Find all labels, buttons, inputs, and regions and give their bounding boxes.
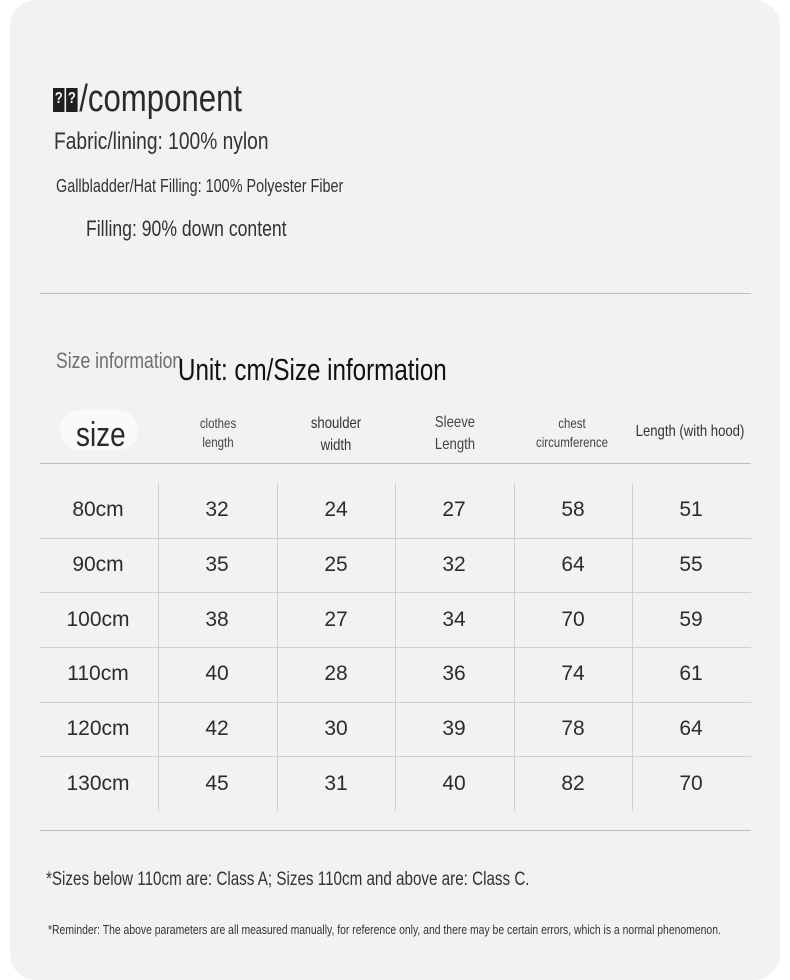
size-cell: 120cm <box>66 717 130 740</box>
measurement-reminder: *Reminder: The above parameters are all measured manually, for reference only, and there may be certain errors, which is a normal phenomenon. <box>48 922 721 937</box>
header-length-with-hood: Length (with hood) <box>635 423 745 440</box>
measurement-cell: 28 <box>324 662 348 685</box>
missing-glyph-icon <box>53 88 64 112</box>
measurement-cell: 70 <box>561 608 585 631</box>
header-sleeve-length: Sleeve Length <box>434 414 476 453</box>
component-title: /component <box>79 78 243 120</box>
fabric-composition: Fabric/lining: 100% nylon <box>54 128 269 155</box>
header-chest-circumference: chest circumference <box>535 415 609 450</box>
measurement-cell: 32 <box>205 498 229 521</box>
measurement-cell: 27 <box>324 608 348 631</box>
size-table-title: Unit: cm/Size information <box>178 352 447 387</box>
measurement-cell: 32 <box>442 553 466 576</box>
measurement-cell: 40 <box>205 662 229 685</box>
size-info-faint-label: Size information <box>56 348 183 373</box>
size-cell: 80cm <box>72 498 124 521</box>
size-cell: 90cm <box>72 553 124 576</box>
section-divider <box>40 293 751 294</box>
measurement-cell: 61 <box>679 662 703 685</box>
measurement-cell: 51 <box>679 498 703 521</box>
measurement-cell: 55 <box>679 553 703 576</box>
down-content: Filling: 90% down content <box>86 216 287 241</box>
component-heading <box>53 78 242 121</box>
measurement-cell: 70 <box>679 772 703 795</box>
measurement-cell: 78 <box>561 717 585 740</box>
measurement-cell: 59 <box>679 608 703 631</box>
table-bottom-divider <box>40 830 751 831</box>
row-divider <box>40 756 751 757</box>
size-cell: 130cm <box>66 772 130 795</box>
row-divider <box>40 647 751 648</box>
measurement-cell: 35 <box>205 553 229 576</box>
measurement-cell: 45 <box>205 772 229 795</box>
measurement-cell: 82 <box>561 772 585 795</box>
size-column-header: size <box>76 416 126 454</box>
measurement-cell: 64 <box>561 553 585 576</box>
size-cell: 110cm <box>67 662 129 685</box>
measurement-cell: 34 <box>442 608 466 631</box>
measurement-cell: 24 <box>324 498 348 521</box>
header-clothes-length: clothes length <box>199 415 237 450</box>
measurement-cell: 30 <box>324 717 348 740</box>
missing-glyph-icon <box>66 88 77 112</box>
measurement-cell: 39 <box>442 717 466 740</box>
row-divider <box>40 538 751 539</box>
row-divider <box>40 592 751 593</box>
measurement-cell: 42 <box>205 717 229 740</box>
row-divider <box>40 702 751 703</box>
header-shoulder-width: shoulder width <box>310 415 362 454</box>
measurement-cell: 64 <box>679 717 703 740</box>
header-divider <box>40 463 751 464</box>
measurement-cell: 31 <box>324 772 348 795</box>
measurement-cell: 58 <box>561 498 585 521</box>
class-note: *Sizes below 110cm are: Class A; Sizes 110cm and above are: Class C. <box>46 869 530 890</box>
measurement-cell: 38 <box>205 608 229 631</box>
measurement-cell: 36 <box>442 662 466 685</box>
size-cell: 100cm <box>66 608 130 631</box>
measurement-cell: 27 <box>442 498 466 521</box>
measurement-cell: 40 <box>442 772 466 795</box>
filling-composition-hat: Gallbladder/Hat Filling: 100% Polyester Fiber <box>56 176 344 196</box>
measurement-cell: 74 <box>561 662 585 685</box>
measurement-cell: 25 <box>324 553 348 576</box>
